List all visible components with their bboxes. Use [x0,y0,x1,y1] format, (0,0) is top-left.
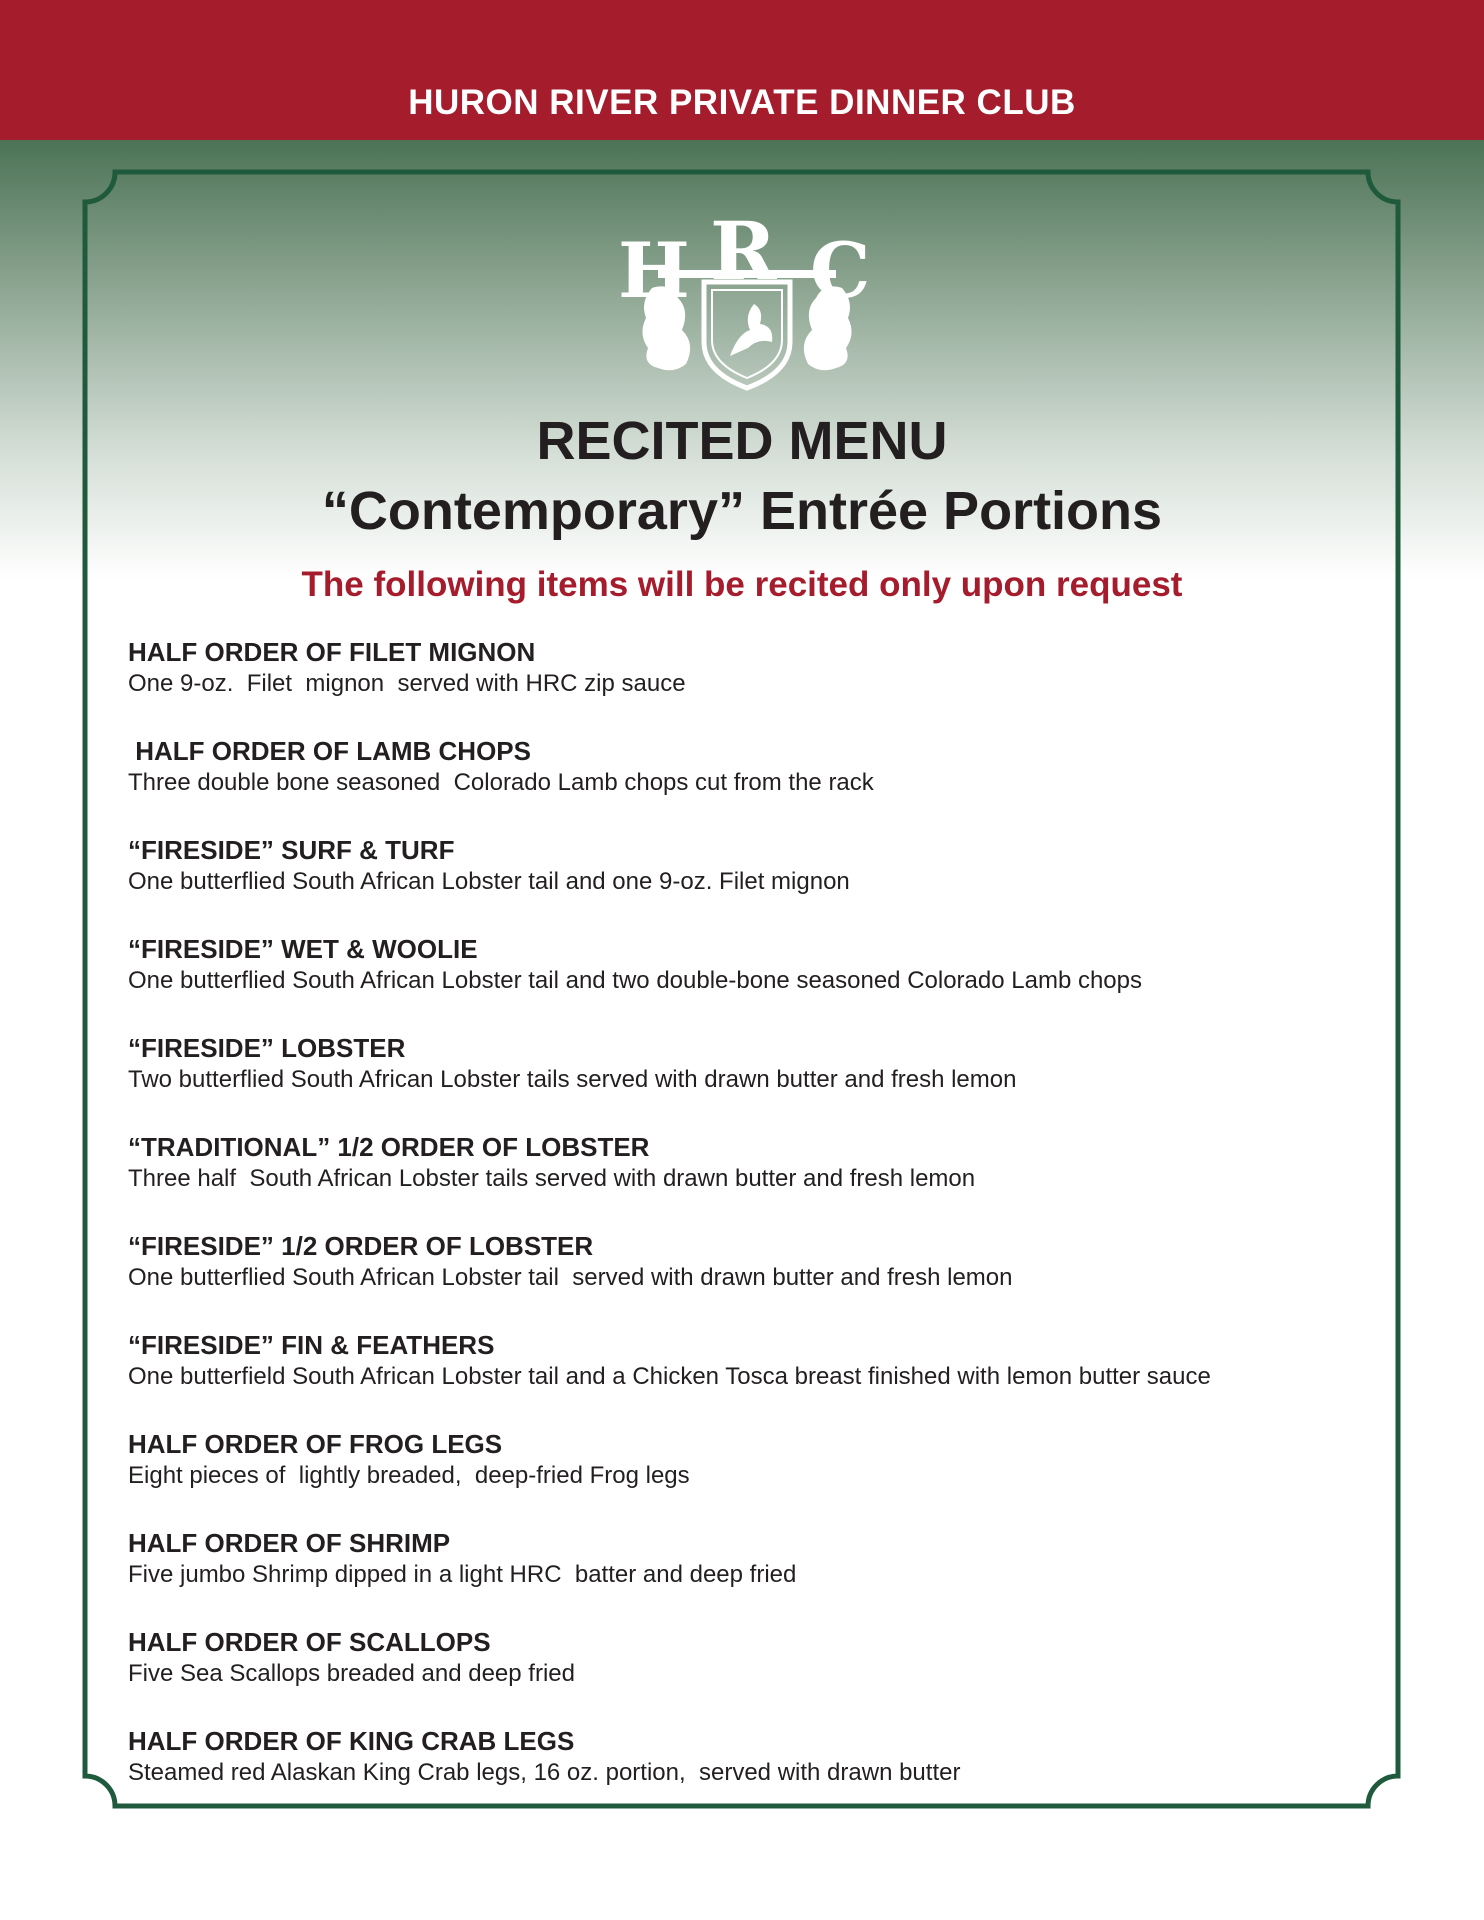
logo-letter-c: C [810,226,871,315]
menu-item-title: HALF ORDER OF SCALLOPS [128,1627,491,1657]
menu-item-description: Five Sea Scallops breaded and deep fried [128,1660,575,1687]
menu-item [128,1032,1378,1131]
logo-letter-h: H [618,226,690,315]
menu-item-description: One butterfield South African Lobster tail and a Chicken Tosca breast finished with lemon butter sauce [128,1363,1211,1390]
menu-item-title: HALF ORDER OF SHRIMP [128,1528,451,1558]
menu-item-description: One 9-oz. Filet mignon served with HRC zip sauce [128,670,686,697]
menu-item-title: HALF ORDER OF FROG LEGS [128,1429,503,1459]
menu-item [128,1725,1378,1824]
menu-item [128,636,1378,735]
menu-item [128,1131,1378,1230]
logo-monogram [612,204,882,324]
menu-item [128,1230,1378,1329]
menu-item [128,1428,1378,1527]
menu-item-description: Eight pieces of lightly breaded, deep-fried Frog legs [128,1462,690,1489]
menu-item-title: “FIRESIDE” WET & WOOLIE [128,934,478,964]
menu-list [128,636,1378,1824]
page-subtitle: “Contemporary” Entrée Portions [321,481,1163,541]
hrc-logo [612,204,882,394]
menu-item-title: “FIRESIDE” 1/2 ORDER OF LOBSTER [128,1231,594,1261]
menu-item [128,735,1378,834]
menu-item-description: Five jumbo Shrimp dipped in a light HRC batter and deep fried [128,1561,797,1588]
menu-item-description: One butterflied South African Lobster tail and two double-bone seasoned Colorado Lamb chops [128,967,1142,994]
menu-item-title: “FIRESIDE” FIN & FEATHERS [128,1330,495,1360]
menu-item-title: HALF ORDER OF FILET MIGNON [128,637,536,667]
menu-item-description: Three half South African Lobster tails served with drawn butter and fresh lemon [128,1165,976,1192]
menu-item-title: HALF ORDER OF KING CRAB LEGS [128,1726,575,1756]
menu-item [128,1329,1378,1428]
menu-item-title: “TRADITIONAL” 1/2 ORDER OF LOBSTER [128,1132,650,1162]
menu-item-description: One butterflied South African Lobster tail and one 9-oz. Filet mignon [128,868,850,895]
menu-item-description: Steamed red Alaskan King Crab legs, 16 oz. portion, served with drawn butter [128,1759,961,1786]
request-notice: The following items will be recited only upon request [301,565,1183,604]
menu-item-description: One butterflied South African Lobster tail served with drawn butter and fresh lemon [128,1264,1013,1291]
menu-item-description: Two butterflied South African Lobster tails served with drawn butter and fresh lemon [128,1066,1017,1093]
menu-item [128,834,1378,933]
menu-item-title: HALF ORDER OF LAMB CHOPS [128,736,531,766]
menu-item [128,1527,1378,1626]
club-name: HURON RIVER PRIVATE DINNER CLUB [408,83,1076,122]
menu-item [128,1626,1378,1725]
menu-item-title: “FIRESIDE” LOBSTER [128,1033,406,1063]
menu-item-description: Three double bone seasoned Colorado Lamb chops cut from the rack [128,769,874,796]
logo-letter-r: R [710,204,777,298]
menu-item-title: “FIRESIDE” SURF & TURF [128,835,455,865]
page-title: RECITED MENU [536,411,948,471]
menu-item [128,933,1378,1032]
